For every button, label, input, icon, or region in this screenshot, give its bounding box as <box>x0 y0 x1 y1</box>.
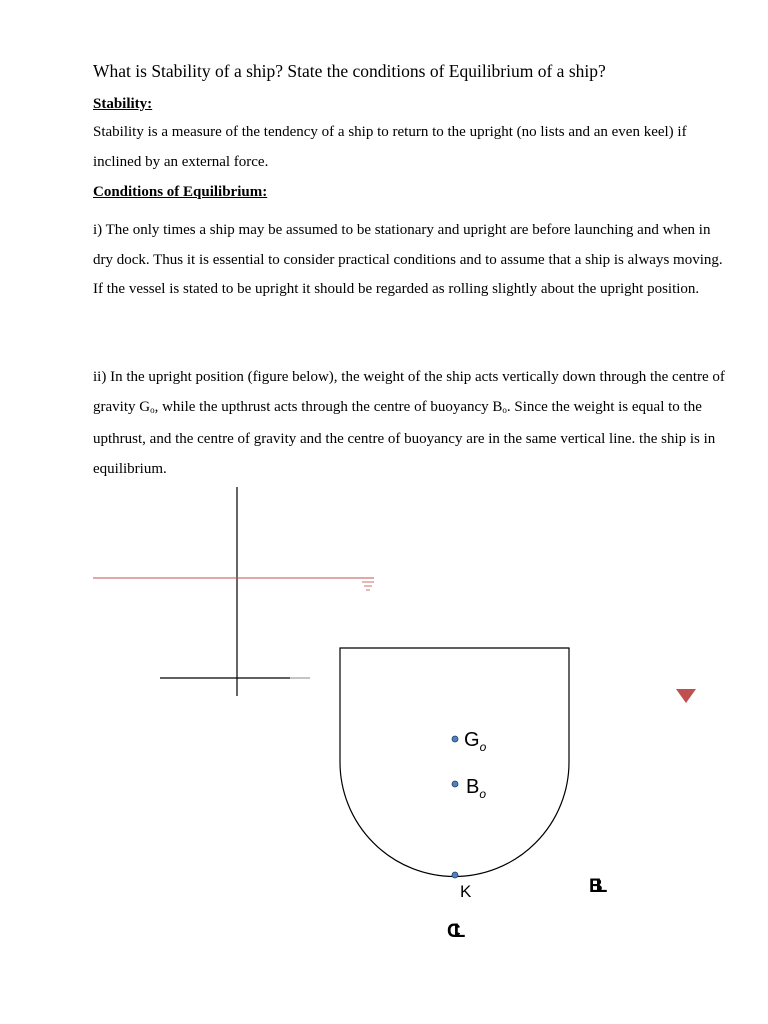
centreline-label: CL <box>447 921 459 942</box>
triangle-marker-icon <box>676 689 696 703</box>
baseline-label: BL <box>589 876 601 897</box>
keel-label: K <box>460 882 472 901</box>
waterline-symbol-icon <box>362 582 374 590</box>
page-title: What is Stability of a ship? State the conditions of Equilibrium of a ship? <box>93 61 606 81</box>
centre-of-buoyancy-point <box>452 781 458 787</box>
keel-point <box>452 872 458 878</box>
equilibrium-point-1: i) The only times a ship may be assumed to be stationary and upright are before launching and when in dry dock. Thus it is essential to consider practical conditions and to assume that a ship is always moving. If the vessel is stated to be upright it should be regarded as rolling slightly about the upright position. <box>93 222 723 297</box>
equilibrium-point-2: ii) In the upright position (figure below), the weight of the ship acts vertically down through the centre of gravity $G_o$, while the upthrust acts through the centre of buoyancy $B_o$. Since the weight is equal to the upthrust, and the centre of gravity and the centre of buoyancy are in the same vertical line. the ship is in equilibrium. <box>93 369 725 477</box>
centre-of-gravity-label: $G_o$ <box>464 729 487 754</box>
centre-of-buoyancy-label: $B_o$ <box>466 776 487 801</box>
stability-heading: Stability: <box>93 96 153 112</box>
ship-hull-outline <box>340 648 569 877</box>
stability-definition: Stability is a measure of the tendency of a ship to return to the upright (no lists and an even keel) if inclined by an external force. <box>93 124 687 170</box>
ship-stability-figure <box>0 480 768 950</box>
centre-of-gravity-point <box>452 736 458 742</box>
equilibrium-heading: Conditions of Equilibrium: <box>93 184 268 200</box>
